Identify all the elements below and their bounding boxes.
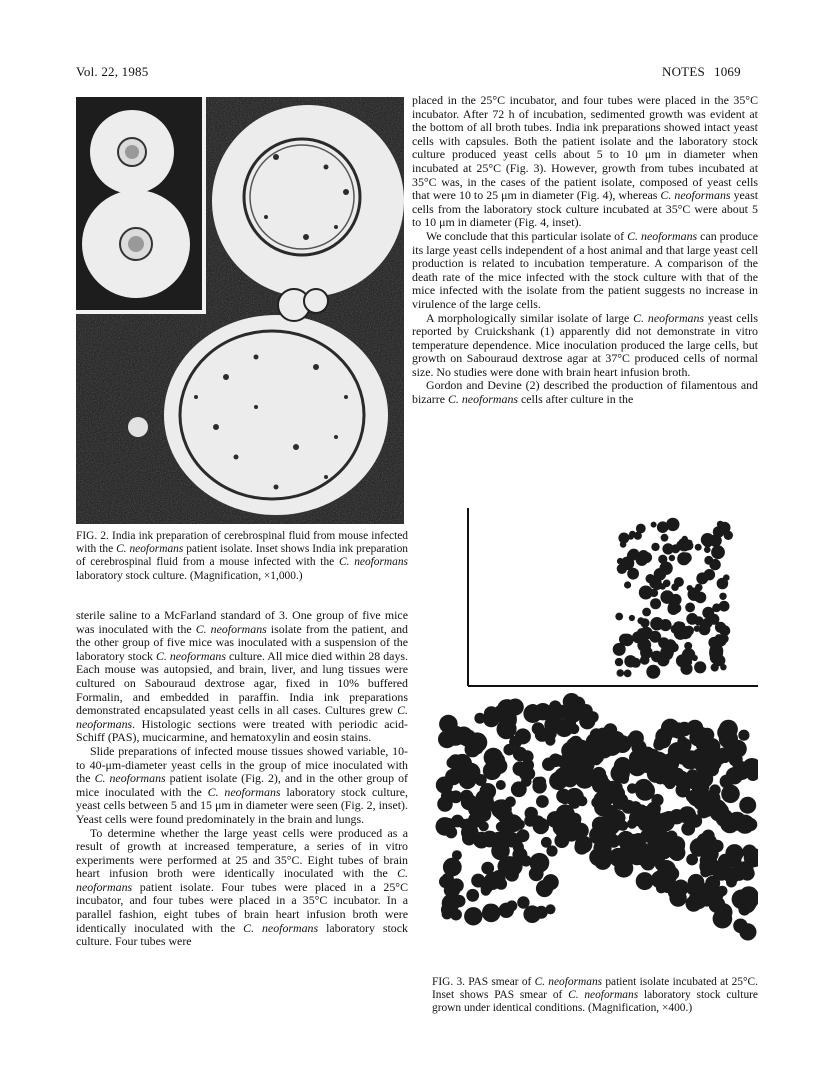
paragraph: We conclude that this particular isolate of C. neoformans can produce its large yeast cells independent of a host animal and that large yeast cell production is related to incubation temperature. A comparison of the death rate of the mice infected with the stock culture with that of the mice infected with the isolate from the patient suggests no increase in virulence of the large cells.	[412, 228, 758, 311]
left-column-text	[76, 609, 408, 949]
paragraph: To determine whether the large yeast cells were produced as a result of growth at increased temperature, a series of in vitro experiments were performed at 25 and 35°C. Eight tubes of brain heart infusion broth were identically inoculated with the C. neoformans patient isolate. Four tubes were placed in a 25°C incubator, and four tubes were placed in a 35°C incubator. In a parallel fashion, eight tubes of brain heart infusion broth were identically inoculated with the C. neoformans laboratory stock culture. Four tubes were	[76, 825, 408, 949]
running-header-volume: Vol. 22, 1985	[76, 64, 149, 79]
figure-2-micrograph	[76, 97, 404, 524]
paragraph: Gordon and Devine (2) described the production of filamentous and bizarre C. neoformans cells after culture in the	[412, 378, 758, 407]
paragraph: Slide preparations of infected mouse tissues showed variable, 10- to 40-μm-diameter yeast cells in the group of mice inoculated with the C. neoformans patient isolate (Fig. 2), and in the other group of mice inoculated with the C. neoformans laboratory stock culture, yeast cells between 5 and 15 μm in diameter were seen (Fig. 2, inset). Yeast cells were found predominately in the brain and lungs.	[76, 743, 409, 826]
paragraph: A morphologically similar isolate of large C. neoformans yeast cells reported by Cruickshank (1) apparently did not demonstrate in vitro temperature dependence. Mice inoculation produced the large cells, but growth on Sabouraud dextrose agar at 37°C produced cells of normal size. No studies were done with brain heart infusion broth.	[412, 310, 758, 379]
page-number: 1069	[714, 64, 741, 79]
figure-3-caption: FIG. 3. PAS smear of C. neoformans patient isolate incubated at 25°C. Inset shows PAS smear of C. neoformans laboratory stock culture grown under identical conditions. (Magnification, ×400.)	[432, 976, 758, 1015]
running-header-section: NOTES	[662, 64, 705, 79]
figure-3-micrograph	[434, 508, 758, 968]
right-column-text	[412, 94, 758, 407]
figure-2-caption: FIG. 2. India ink preparation of cerebrospinal fluid from mouse infected with the C. neoformans patient isolate. Inset shows India ink preparation of cerebrospinal fluid from a mouse infected with the C. neoformans laboratory stock culture. (Magnification, ×1,000.)	[76, 530, 408, 582]
paragraph: placed in the 25°C incubator, and four tubes were placed in the 35°C incubator. After 72 h of incubation, sedimented growth was evident at the bottom of all broth tubes. India ink preparations showed intact yeast cells with capsules. Both the patient isolate and the laboratory stock culture produced yeast cells about 5 to 10 μm in diameter when incubated at 25°C (Fig. 3). However, growth from tubes incubated at 35°C was, in the cases of the patient isolate, composed of yeast cells that were 10 to 25 μm in diameter (Fig. 4), whereas C. neoformans yeast cells from the laboratory stock culture incubated at 35°C were about 5 to 10 μm in diameter (Fig. 4, inset).	[412, 93, 758, 230]
paragraph: sterile saline to a McFarland standard of 3. One group of five mice was inoculated with the C. neoformans isolate from the patient, and the other group of five mice was inoculated with a suspension of the laboratory stock C. neoformans culture. All mice died within 28 days. Each mouse was autopsied, and brain, liver, and lung tissues were cultured on Sabouraud dextrose agar, fixed in 10% buffered Formalin, and embedded in paraffin. India ink preparations demonstrated encapsulated yeast cells in all cases. Cultures grew C. neoformans. Histologic sections were treated with periodic acid-Schiff (PAS), mucicarmine, and hematoxylin and eosin stains.	[76, 608, 408, 745]
